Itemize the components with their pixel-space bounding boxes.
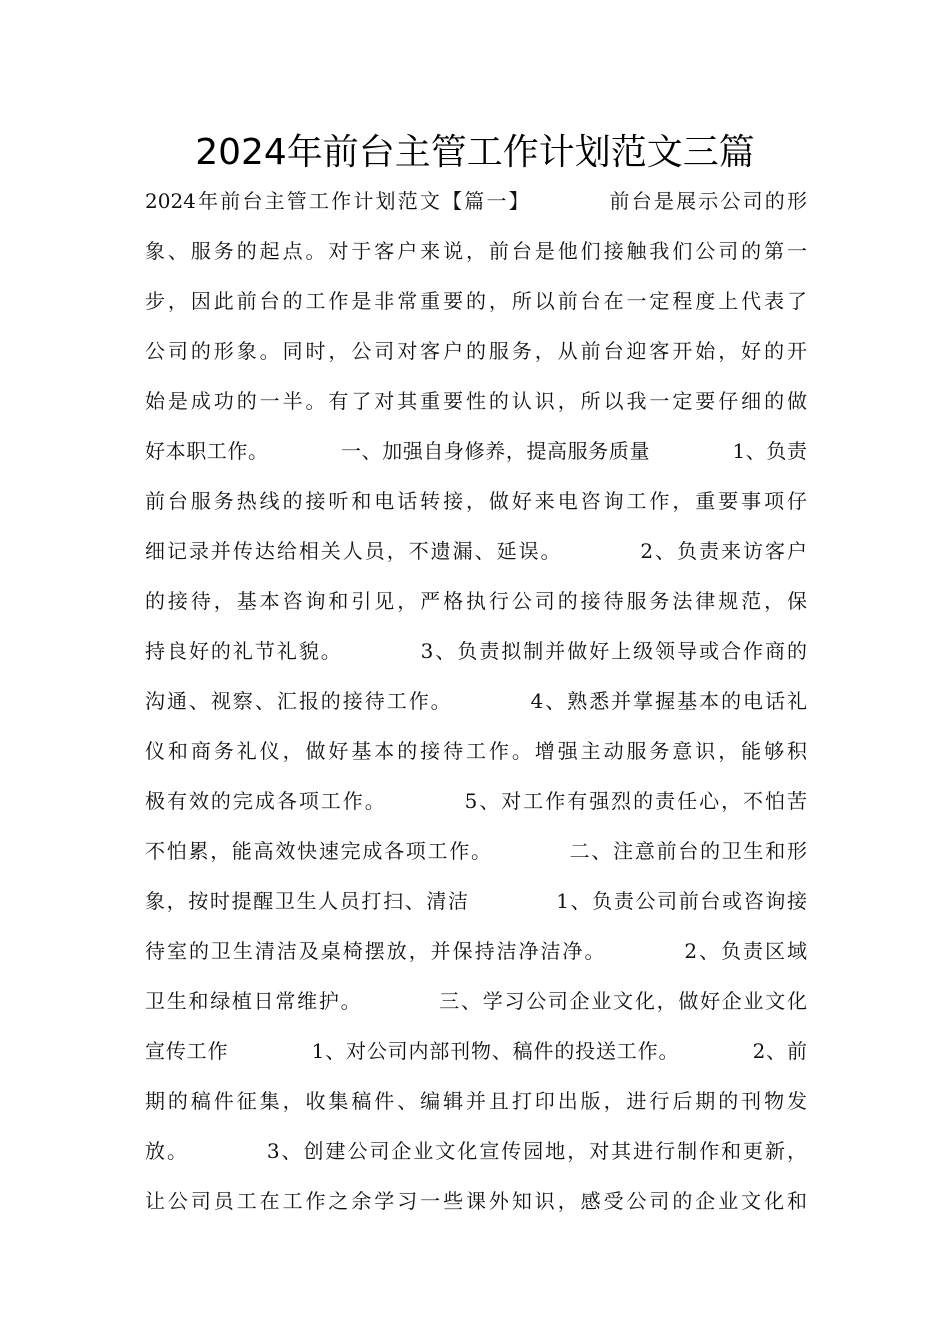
body-line: 卫生和绿植日常维护。 三、学习公司企业文化，做好企业文化 [145,989,807,1013]
body-line: 不怕累，能高效快速完成各项工作。 二、注意前台的卫生和形 [145,839,807,863]
body-line: 持良好的礼节礼貌。 3、负责拟制并做好上级领导或合作商的 [145,639,807,663]
body-line: 2024年前台主管工作计划范文【篇一】 前台是展示公司的形 [145,189,807,213]
body-line: 极有效的完成各项工作。 5、对工作有强烈的责任心，不怕苦 [145,789,807,813]
body-line: 公司的形象。同时，公司对客户的服务，从前台迎客开始，好的开 [145,339,807,363]
body-line: 前台服务热线的接听和电话转接，做好来电咨询工作，重要事项仔 [145,489,807,513]
body-line: 好本职工作。 一、加强自身修养，提高服务质量 1、负责 [145,439,807,463]
body-line: 细记录并传达给相关人员，不遗漏、延误。 2、负责来访客户 [145,539,807,563]
body-line: 沟通、视察、汇报的接待工作。 4、熟悉并掌握基本的电话礼 [145,689,807,713]
body-line: 放。 3、创建公司企业文化宣传园地，对其进行制作和更新， [145,1139,807,1163]
body-line: 象、服务的起点。对于客户来说，前台是他们接触我们公司的第一 [145,239,807,263]
document-body [145,176,807,1226]
body-line: 象，按时提醒卫生人员打扫、清洁 1、负责公司前台或咨询接 [145,889,807,913]
body-line: 的接待，基本咨询和引见，严格执行公司的接待服务法律规范，保 [145,589,807,613]
body-line: 仪和商务礼仪，做好基本的接待工作。增强主动服务意识，能够积 [145,739,807,763]
body-line: 步，因此前台的工作是非常重要的，所以前台在一定程度上代表了 [145,289,807,313]
document-title: 2024年前台主管工作计划范文三篇 [195,132,755,173]
body-line: 始是成功的一半。有了对其重要性的认识，所以我一定要仔细的做 [145,389,807,413]
body-line: 待室的卫生清洁及桌椅摆放，并保持洁净洁净。 2、负责区域 [145,939,807,963]
body-line: 宣传工作 1、对公司内部刊物、稿件的投送工作。 2、前 [145,1039,807,1063]
body-line: 期的稿件征集，收集稿件、编辑并且打印出版，进行后期的刊物发 [145,1089,807,1113]
body-line: 让公司员工在工作之余学习一些课外知识，感受公司的企业文化和 [145,1189,807,1213]
